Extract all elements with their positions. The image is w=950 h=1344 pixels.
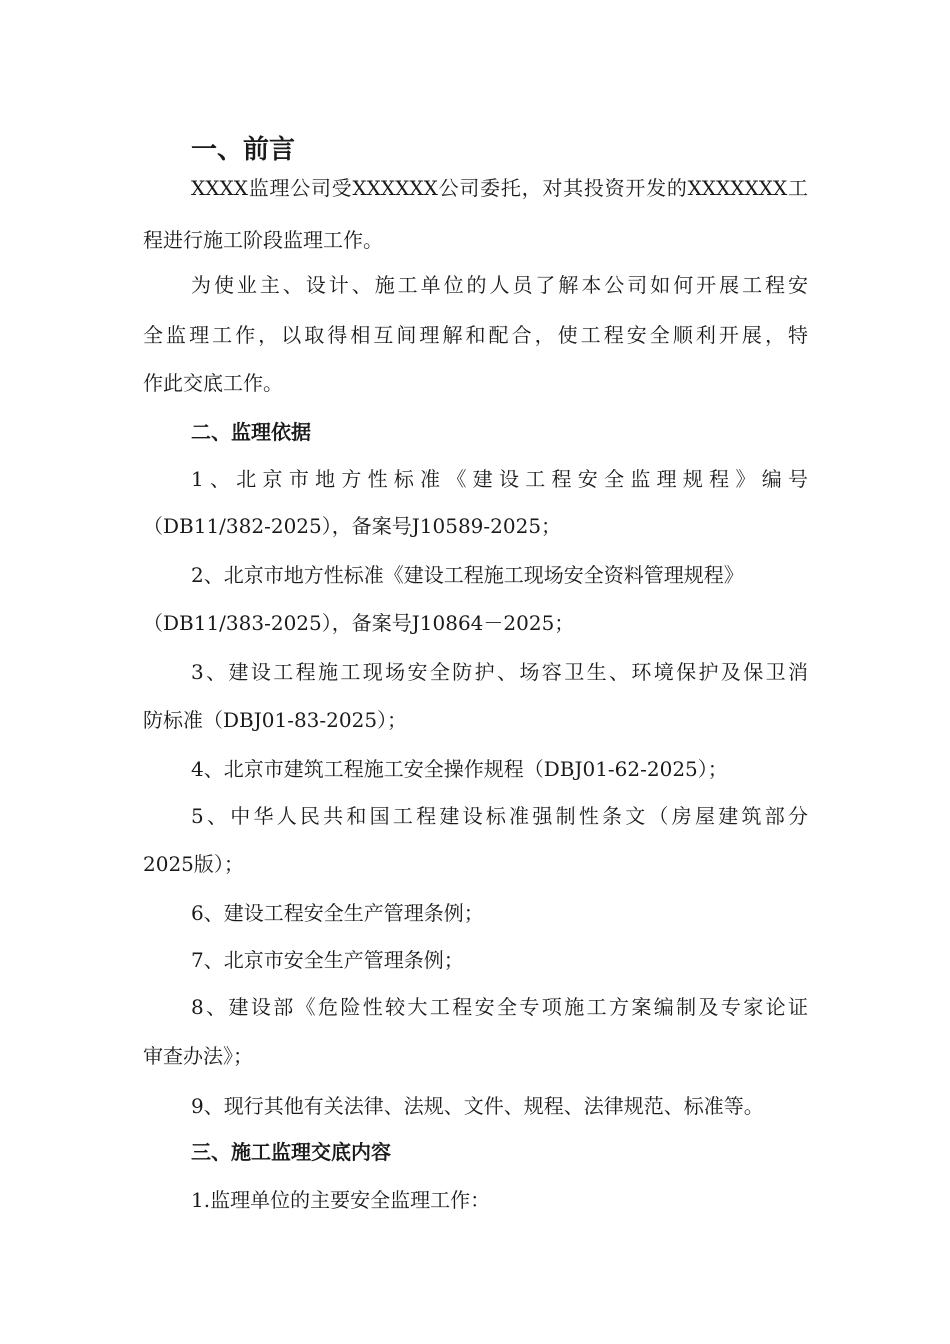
list-item-line: （DB11/382-2025），备案号J10589-2025； [143,514,562,538]
list-item-line: 5、中华人民共和国工程建设标准强制性条文（房屋建筑部分 [191,804,808,828]
list-item-line: 8、建设部《危险性较大工程安全专项施工方案编制及专家论证 [191,995,808,1019]
list-item-line: 审查办法》； [143,1044,253,1068]
list-item-line: 防标准（DBJ01-83-2025）； [143,708,408,732]
section-heading-content: 三、施工监理交底内容 [191,1140,391,1164]
paragraph-line: 为使业主、设计、施工单位的人员了解本公司如何开展工程安 [191,273,808,297]
paragraph-line: XXXX监理公司受XXXXXX公司委托，对其投资开发的XXXXXXX工 [191,176,808,200]
paragraph-line: 程进行施工阶段监理工作。 [143,228,383,252]
list-item-line: （DB11/383-2025），备案号J10864－2025； [143,611,575,635]
list-item-line: 9、现行其他有关法律、法规、文件、规程、法律规范、标准等。 [191,1094,764,1118]
paragraph-line: 全监理工作，以取得相互间理解和配合，使工程安全顺利开展，特 [143,323,808,347]
list-item-line: 2、北京市地方性标准《建设工程施工现场安全资料管理规程》 [191,563,744,587]
sub-item-line: 1.监理单位的主要安全监理工作： [191,1188,491,1212]
list-item-line: 2025版）； [143,852,244,876]
list-item-line: 1、北京市地方性标准《建设工程安全监理规程》编号 [191,467,808,491]
list-item-line: 3、建设工程施工现场安全防护、场容卫生、环境保护及保卫消 [191,660,808,684]
list-item-line: 6、建设工程安全生产管理条例； [191,901,484,925]
list-item-line: 7、北京市安全生产管理条例； [191,948,464,972]
section-heading-basis: 二、监理依据 [191,420,311,444]
section-heading-preface: 一、前言 [191,135,296,165]
list-item-line: 4、北京市建筑工程施工安全操作规程（DBJ01-62-2025）； [191,757,728,781]
paragraph-line: 作此交底工作。 [143,371,283,395]
